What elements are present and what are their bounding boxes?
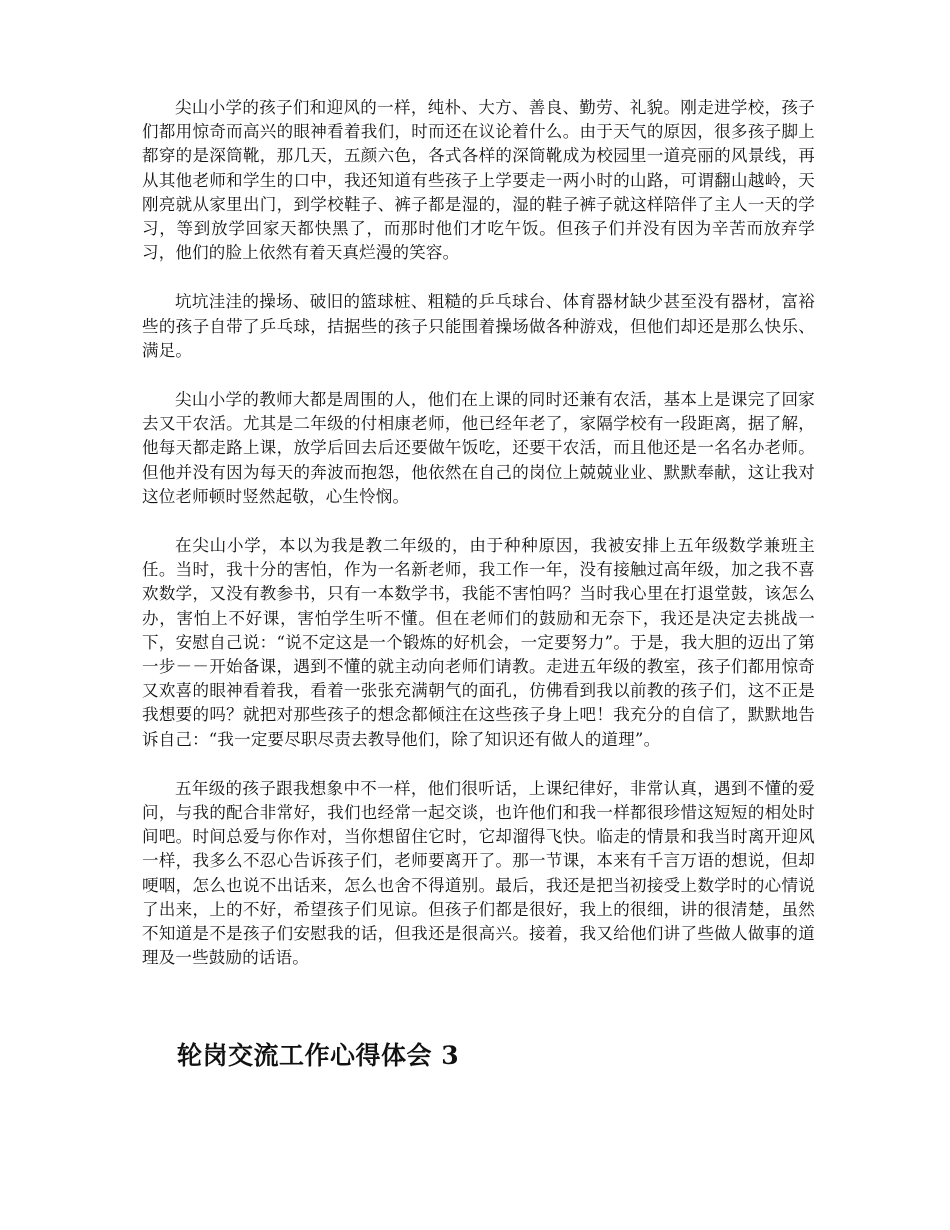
paragraph-1: 尖山小学的孩子们和迎风的一样，纯朴、大方、善良、勤劳、礼貌。刚走进学校，孩子们都用惊奇而高兴的眼神看着我们，时而还在议论着什么。由于天气的原因，很多孩子脚上都穿的是深筒靴，那几天，五颜六色，各式各样的深筒靴成为校园里一道亮丽的风景线，再从其他老师和学生的口中，我还知道有些孩子上学要走一两小时的山路，可谓翻山越岭，天刚亮就从家里出门，到学校鞋子、裤子都是湿的，湿的鞋子裤子就这样陪伴了主人一天的学习，等到放学回家天都快黑了，而那时他们才吃午饭。但孩子们并没有因为辛苦而放弃学习，他们的脸上依然有着天真烂漫的笑容。: [142, 98, 815, 263]
paragraph-5: 五年级的孩子跟我想象中不一样，他们很听话，上课纪律好，非常认真，遇到不懂的爱问，与我的配合非常好，我们也经常一起交谈，也许他们和我一样都很珍惜这短短的相处时间吧。时间总爱与你作对，当你想留住它时，它却溜得飞快。临走的情景和我当时离开迎风一样，我多么不忍心告诉孩子们，老师要离开了。那一节课，本来有千言万语的想说，但却哽咽，怎么也说不出话来，怎么也舍不得道别。最后，我还是把当初接受上数学时的心情说了出来，上的不好，希望孩子们见谅。但孩子们都是很好，我上的很细，讲的很清楚，虽然不知道是不是孩子们安慰我的话，但我还是很高兴。接着，我又给他们讲了些做人做事的道理及一些鼓励的话语。: [142, 778, 815, 968]
section-heading: 轮岗交流工作心得体会 3: [177, 1041, 460, 1070]
document-body: [142, 96, 815, 996]
paragraph-3: 尖山小学的教师大都是周围的人，他们在上课的同时还兼有农活，基本上是课完了回家去又干农活。尤其是二年级的付相康老师，他已经年老了，家隔学校有一段距离，据了解，他每天都走路上课，放学后回去后还要做午饭吃，还要干农活，而且他还是一名名办老师。但他并没有因为每天的奔波而抱怨，他依然在自己的岗位上兢兢业业、默默奉献，这让我对这位老师顿时竖然起敬，心生怜悯。: [142, 390, 815, 506]
paragraph-4: 在尖山小学，本以为我是教二年级的，由于种种原因，我被安排上五年级数学兼班主任。当时，我十分的害怕，作为一名新老师，我工作一年，没有接触过高年级，加之我不喜欢数学，又没有教参书，只有一本数学书，我能不害怕吗？当时我心里在打退堂鼓，该怎么办，害怕上不好课，害怕学生听不懂。但在老师们的鼓励和无奈下，我还是决定去挑战一下，安慰自己说：“说不定这是一个锻炼的好机会，一定要努力”。于是，我大胆的迈出了第一步－－开始备课，遇到不懂的就主动向老师们请教。走进五年级的教室，孩子们都用惊奇又欢喜的眼神看着我，看着一张张充满朝气的面孔，仿佛看到我以前教的孩子们，这不正是我想要的吗？就把对那些孩子的想念都倾注在这些孩子身上吧！我充分的自信了，默默地告诉自己：“我一定要尽职尽责去教导他们，除了知识还有做人的道理”。: [142, 536, 815, 749]
paragraph-2: 坑坑洼洼的操场、破旧的篮球桩、粗糙的乒乓球台、体育器材缺少甚至没有器材，富裕些的孩子自带了乒乓球，拮据些的孩子只能围着操场做各种游戏，但他们却还是那么快乐、满足。: [142, 292, 815, 360]
